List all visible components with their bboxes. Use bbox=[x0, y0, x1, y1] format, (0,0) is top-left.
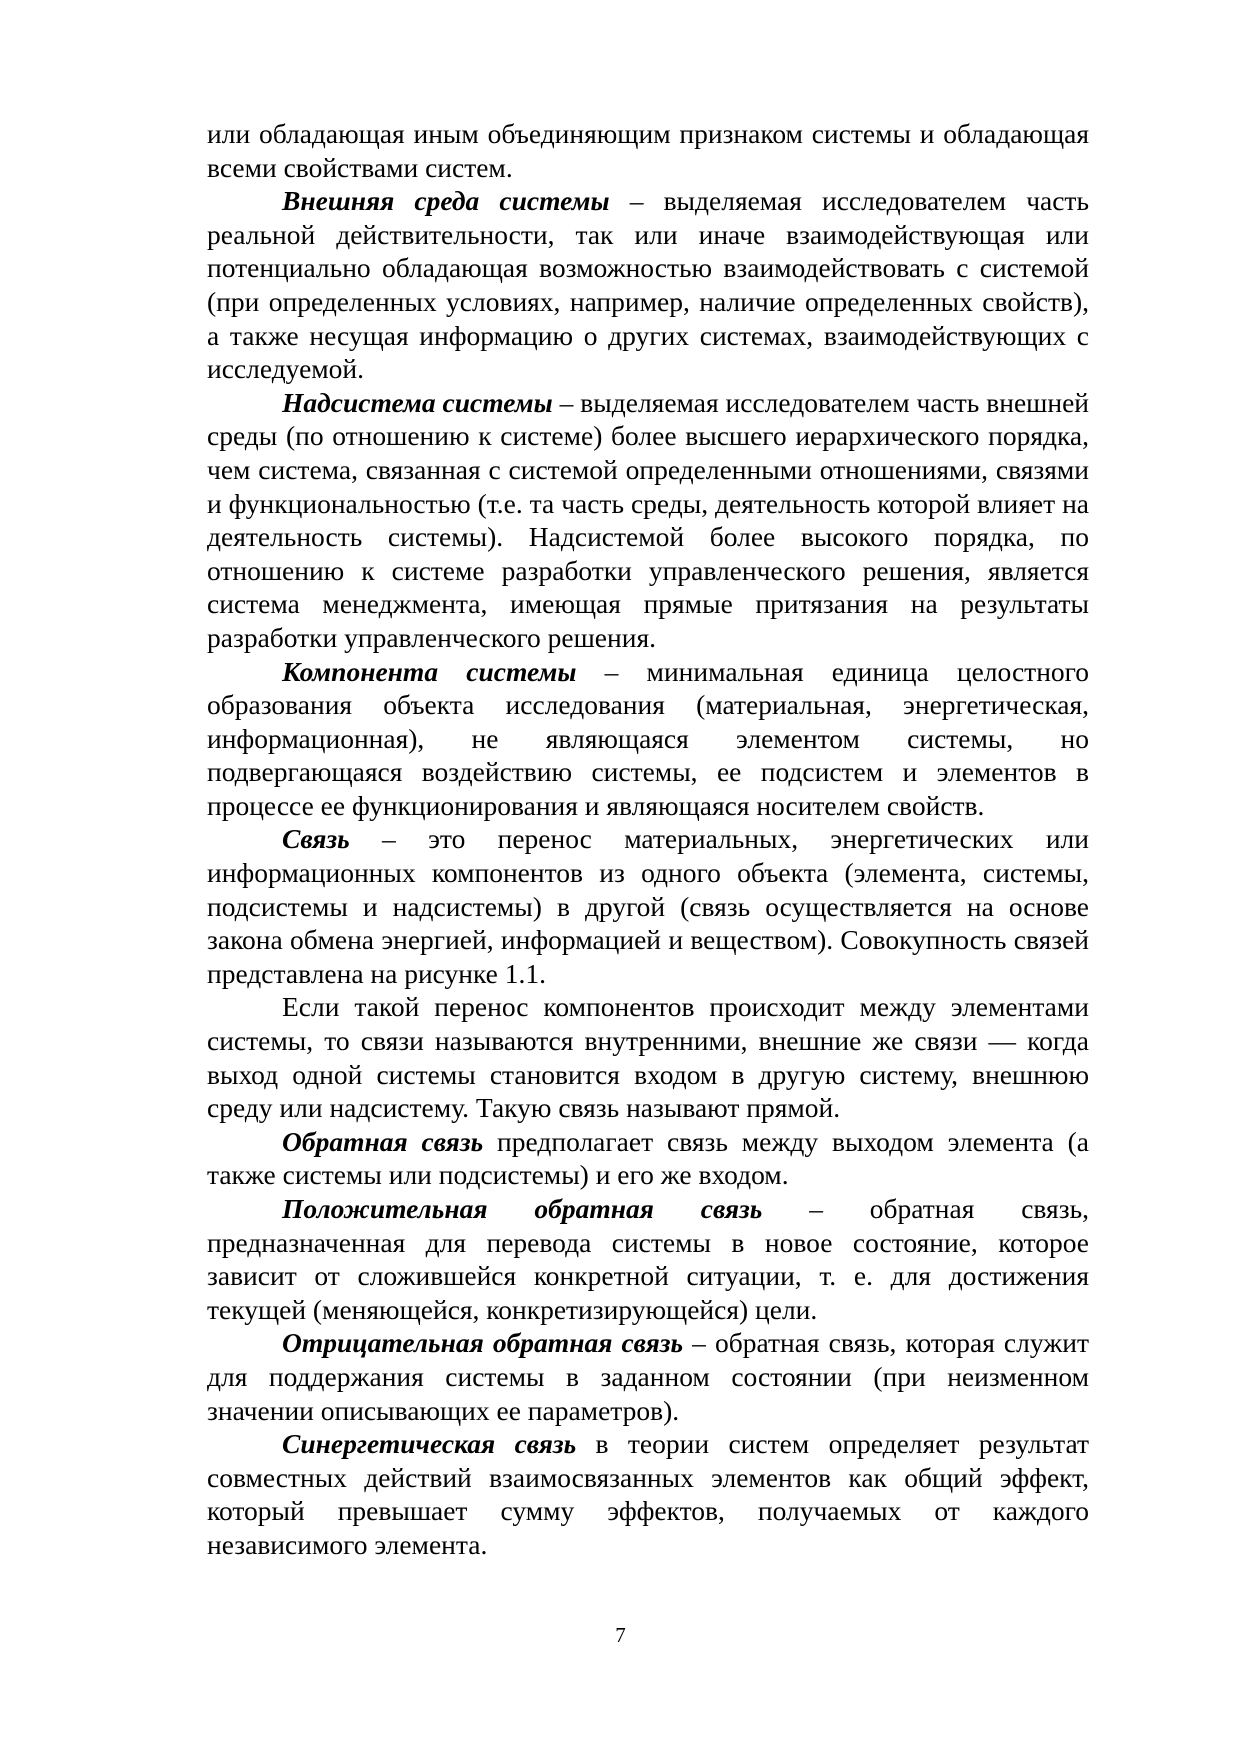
term-component: Компонента системы bbox=[282, 655, 577, 687]
definition-supersystem: – выделяемая исследователем часть внешней среды (по отношению к системе) более высшего иерархического порядка, чем система, связанная с системой определенными отношениями, связями и функциональностью (т.е. та часть среды, деятельность которой влияет на деятельность системы). Надсистемой более высокого порядка, по отношению к системе разработки управленческого решения, является система менеджмента, имеющая прямые притязания на результаты разработки управленческого решения. bbox=[207, 386, 1089, 653]
paragraph-continuation bbox=[207, 117, 1089, 184]
paragraph-text: или обладающая иным объединяющим признаком системы и обладающая всеми свойствами систем. bbox=[207, 118, 1089, 183]
definition-negative-feedback: – обратная связь, которая служит для поддержания системы в заданном состоянии (при неизменном значении описывающих ее параметров). bbox=[207, 1327, 1089, 1426]
term-link: Связь bbox=[282, 823, 350, 855]
page-number: 7 bbox=[615, 1623, 626, 1647]
term-synergetic-link: Синергетическая связь bbox=[282, 1428, 577, 1460]
term-feedback: Обратная связь bbox=[282, 1125, 484, 1157]
definition-component: – минимальная единица целостного образования объекта исследования (материальная, энергетическая, информационная), не являющаяся элементом системы, но подвергающаяся воздействию системы, ее подсистем и элементов в процессе ее функционирования и являющаяся носителем свойств. bbox=[207, 655, 1089, 821]
paragraph-external-environment bbox=[207, 184, 1089, 386]
term-supersystem: Надсистема системы bbox=[282, 386, 553, 418]
paragraph-link bbox=[207, 822, 1089, 990]
page-body bbox=[207, 117, 1089, 1562]
term-negative-feedback: Отрицательная обратная связь bbox=[282, 1327, 684, 1359]
paragraph-synergetic-link bbox=[207, 1427, 1089, 1561]
paragraph-text: Если такой перенос компонентов происходит между элементами системы, то связи называются внутренними, внешние же связи — когда выход одной системы становится входом в другую систему, внешнюю среду или надсистему. Такую связь называют прямой. bbox=[207, 991, 1089, 1124]
definition-synergetic-link: в теории систем определяет результат совместных действий взаимосвязанных элементов как общий эффект, который превышает сумму эффектов, получаемых от каждого независимого элемента. bbox=[207, 1428, 1089, 1560]
definition-positive-feedback: – обратная связь, предназначенная для перевода системы в новое состояние, которое зависит от сложившейся конкретной ситуации, т. е. для достижения текущей (меняющейся, конкретизирующейся) цели. bbox=[207, 1193, 1089, 1325]
paragraph-positive-feedback bbox=[207, 1192, 1089, 1326]
paragraph-internal-external-links bbox=[207, 990, 1089, 1124]
paragraph-feedback bbox=[207, 1125, 1089, 1192]
term-positive-feedback: Положительная обратная связь bbox=[282, 1193, 763, 1224]
paragraph-component bbox=[207, 655, 1089, 823]
definition-feedback: предполагает связь между выходом элемента (а также системы или подсистемы) и его же входом. bbox=[207, 1125, 1090, 1191]
term-external-environment: Внешняя среда системы bbox=[282, 185, 610, 217]
definition-link: – это перенос материальных, энергетических или информационных компонентов из одного объекта (элемента, системы, подсистемы и надсистемы) в другой (связь осуществляется на основе закона обмена энергией, информацией и веществом). Совокупность связей представлена на рисунке 1.1. bbox=[207, 823, 1089, 989]
paragraph-supersystem bbox=[207, 386, 1089, 655]
paragraph-negative-feedback bbox=[207, 1326, 1089, 1427]
definition-external-environment: – выделяемая исследователем часть реальной действительности, так или иначе взаимодействующая или потенциально обладающая возможностью взаимодействовать с системой (при определенных условиях, например, наличие определенных свойств), а также несущая информацию о других системах, взаимодействующих с исследуемой. bbox=[207, 185, 1089, 385]
